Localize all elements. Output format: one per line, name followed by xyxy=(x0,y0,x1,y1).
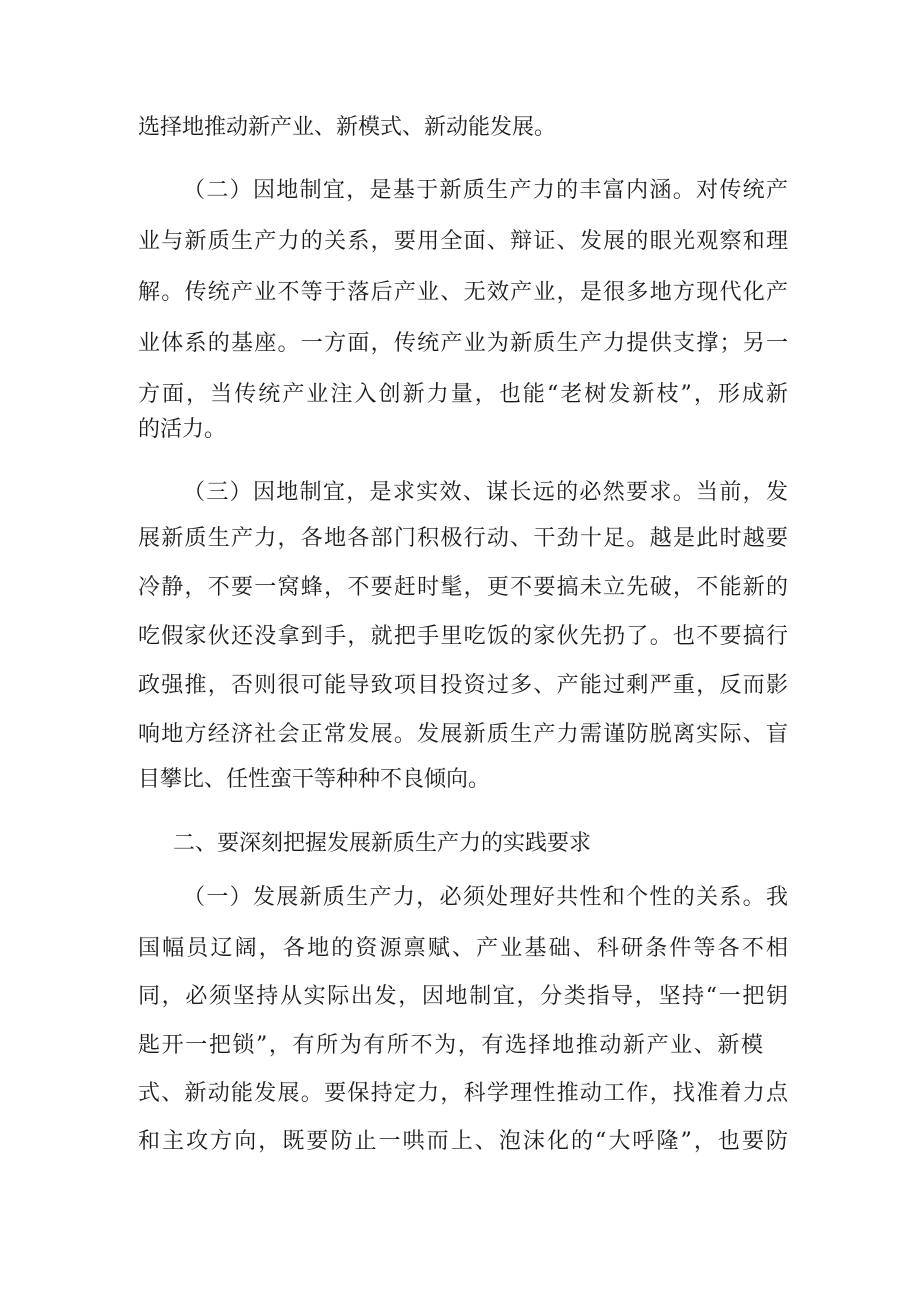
paragraph-line: 目攀比、任性蛮干等种种不良倾向。 xyxy=(138,767,491,792)
paragraph-line: 业与新质生产力的关系，要用全面、辩证、发展的眼光观察和理 xyxy=(138,229,788,254)
paragraph-line: 的活力。 xyxy=(138,417,227,442)
paragraph-line: （二）因地制宜，是基于新质生产力的丰富内涵。对传统产 xyxy=(183,178,788,203)
paragraph-line: 和主攻方向，既要防止一哄而上、泡沫化的“大呼隆”，也要防 xyxy=(138,1129,788,1154)
paragraph-line: （三）因地制宜，是求实效、谋长远的必然要求。当前，发 xyxy=(183,480,788,505)
paragraph-line: 匙开一把锁”，有所为有所不为，有选择地推动新产业、新模 xyxy=(138,1033,763,1058)
paragraph-line: 式、新动能发展。要保持定力，科学理性推动工作，找准着力点 xyxy=(138,1081,788,1106)
section-heading: 二、要深刻把握发展新质生产力的实践要求 xyxy=(173,831,592,856)
paragraph-line: 方面，当传统产业注入创新力量，也能“老树发新枝”，形成新 xyxy=(138,382,788,407)
paragraph-line: 冷静，不要一窝蜂，不要赶时髦，更不要搞未立先破，不能新的 xyxy=(138,575,788,600)
paragraph-line: （一）发展新质生产力，必须处理好共性和个性的关系。我 xyxy=(183,885,788,910)
paragraph-line: 吃假家伙还没拿到手，就把手里吃饭的家伙先扔了。也不要搞行 xyxy=(138,624,788,649)
paragraph-line: 同，必须坚持从实际出发，因地制宜，分类指导，坚持“一把钥 xyxy=(138,984,788,1009)
paragraph-line: 展新质生产力，各地各部门积极行动、干劲十足。越是此时越要 xyxy=(138,526,788,551)
paragraph-line: 响地方经济社会正常发展。发展新质生产力需谨防脱离实际、盲 xyxy=(138,722,788,747)
paragraph-line: 国幅员辽阔，各地的资源禀赋、产业基础、科研条件等各不相 xyxy=(138,936,788,961)
paragraph-line: 政强推，否则很可能导致项目投资过多、产能过剩严重，反而影 xyxy=(138,673,788,698)
paragraph-line: 选择地推动新产业、新模式、新动能发展。 xyxy=(138,115,557,140)
paragraph-line: 解。传统产业不等于落后产业、无效产业，是很多地方现代化产 xyxy=(138,280,788,305)
paragraph-line: 业体系的基座。一方面，传统产业为新质生产力提供支撑；另一 xyxy=(138,331,788,356)
